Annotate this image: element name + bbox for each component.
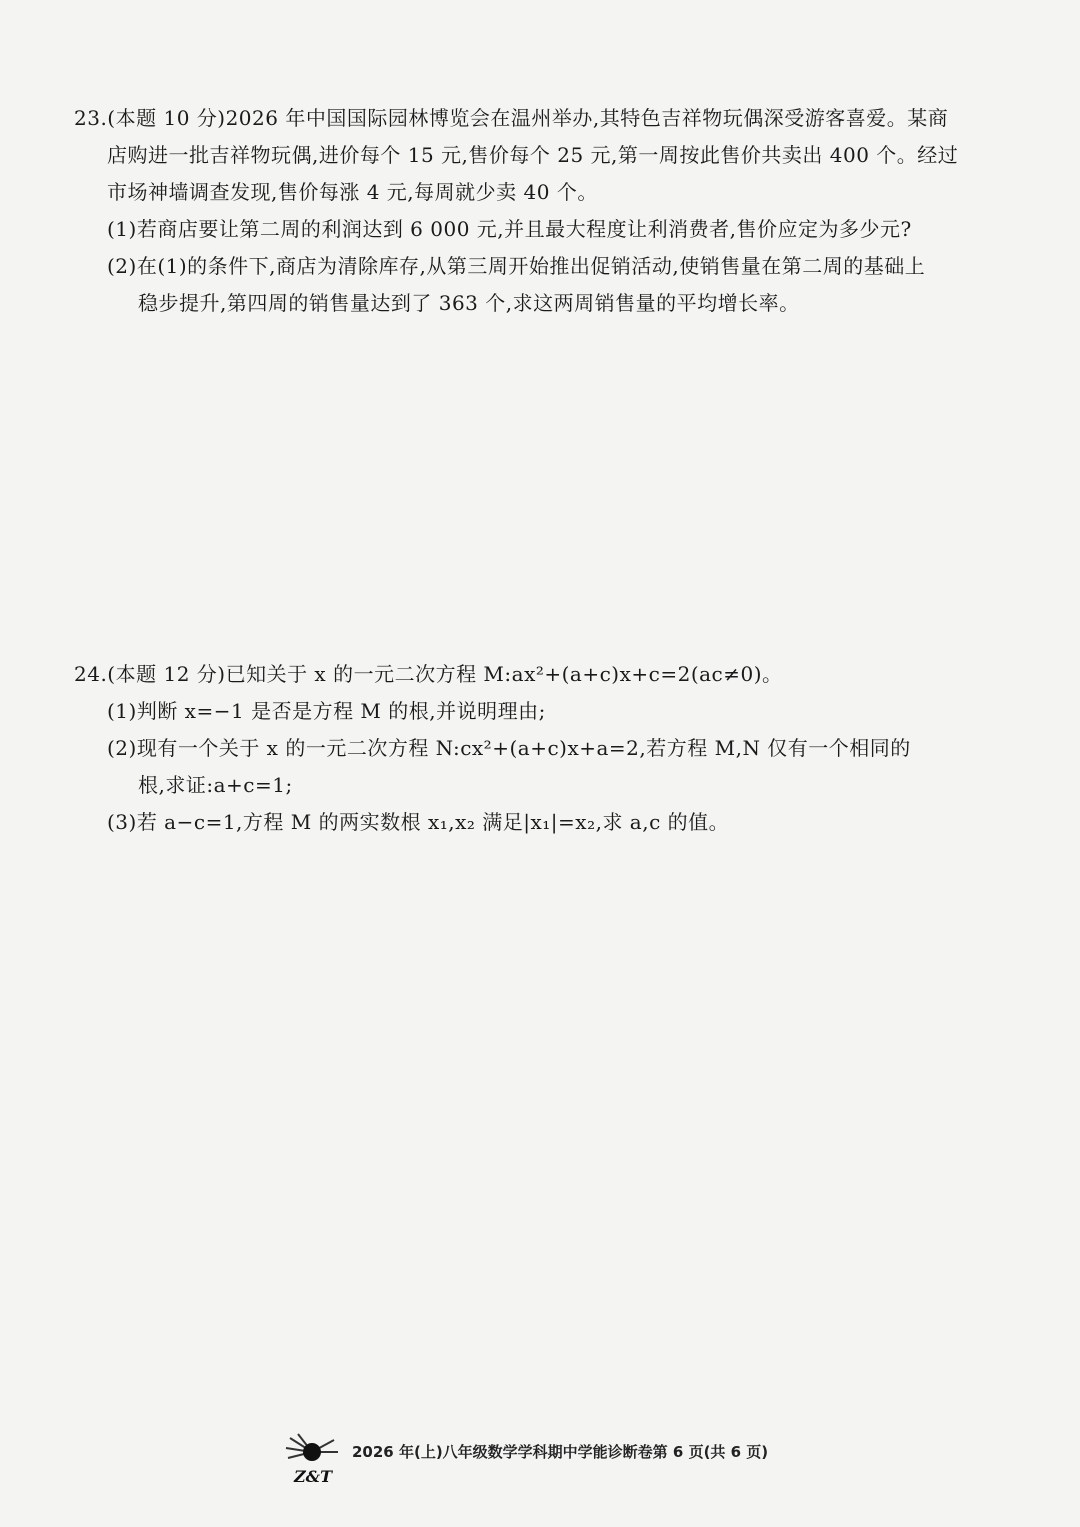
q23-subquestion-2-line-2: 稳步提升,第四周的销售量达到了 363 个,求这两周销售量的平均增长率。 — [138, 291, 800, 315]
q24-subquestion-2-line-1: (2)现有一个关于 x 的一元二次方程 N:cx²+(a+c)x+a=2,若方程 M,N 仅有一个相同的 — [107, 736, 911, 760]
q24-subquestion-3: (3)若 a−c=1,方程 M 的两实数根 x₁,x₂ 满足|x₁|=x₂,求 a,c 的值。 — [107, 810, 730, 834]
q24-subquestion-1: (1)判断 x=−1 是否是方程 M 的根,并说明理由; — [107, 699, 546, 723]
svg-text:Z&T: Z&T — [294, 1467, 333, 1486]
q23-subquestion-2-line-1: (2)在(1)的条件下,商店为清除库存,从第三周开始推出促销活动,使销售量在第二周的基础上 — [107, 254, 926, 278]
question-24 — [74, 656, 1014, 841]
footer-page-info: 2026 年(上)八年级数学学科期中学能诊断卷第 6 页(共 6 页) — [352, 1443, 769, 1461]
publisher-logo-icon — [282, 1432, 342, 1488]
q23-subquestion-1: (1)若商店要让第二周的利润达到 6 000 元,并且最大程度让利消费者,售价应定为多少元? — [107, 217, 912, 241]
q24-stem: 24.(本题 12 分)已知关于 x 的一元二次方程 M:ax²+(a+c)x+c=2(ac≠0)。 — [74, 662, 783, 686]
q23-stem-line-3: 市场神墙调查发现,售价每涨 4 元,每周就少卖 40 个。 — [107, 180, 598, 204]
q23-stem-line-2: 店购进一批吉祥物玩偶,进价每个 15 元,售价每个 25 元,第一周按此售价共卖出 400 个。经过 — [107, 143, 959, 167]
page-footer — [282, 1432, 842, 1488]
q23-stem-line-1: 23.(本题 10 分)2026 年中国国际园林博览会在温州举办,其特色吉祥物玩偶深受游客喜爱。某商 — [74, 106, 949, 130]
q24-subquestion-2-line-2: 根,求证:a+c=1; — [138, 773, 293, 797]
question-23 — [74, 100, 1014, 322]
